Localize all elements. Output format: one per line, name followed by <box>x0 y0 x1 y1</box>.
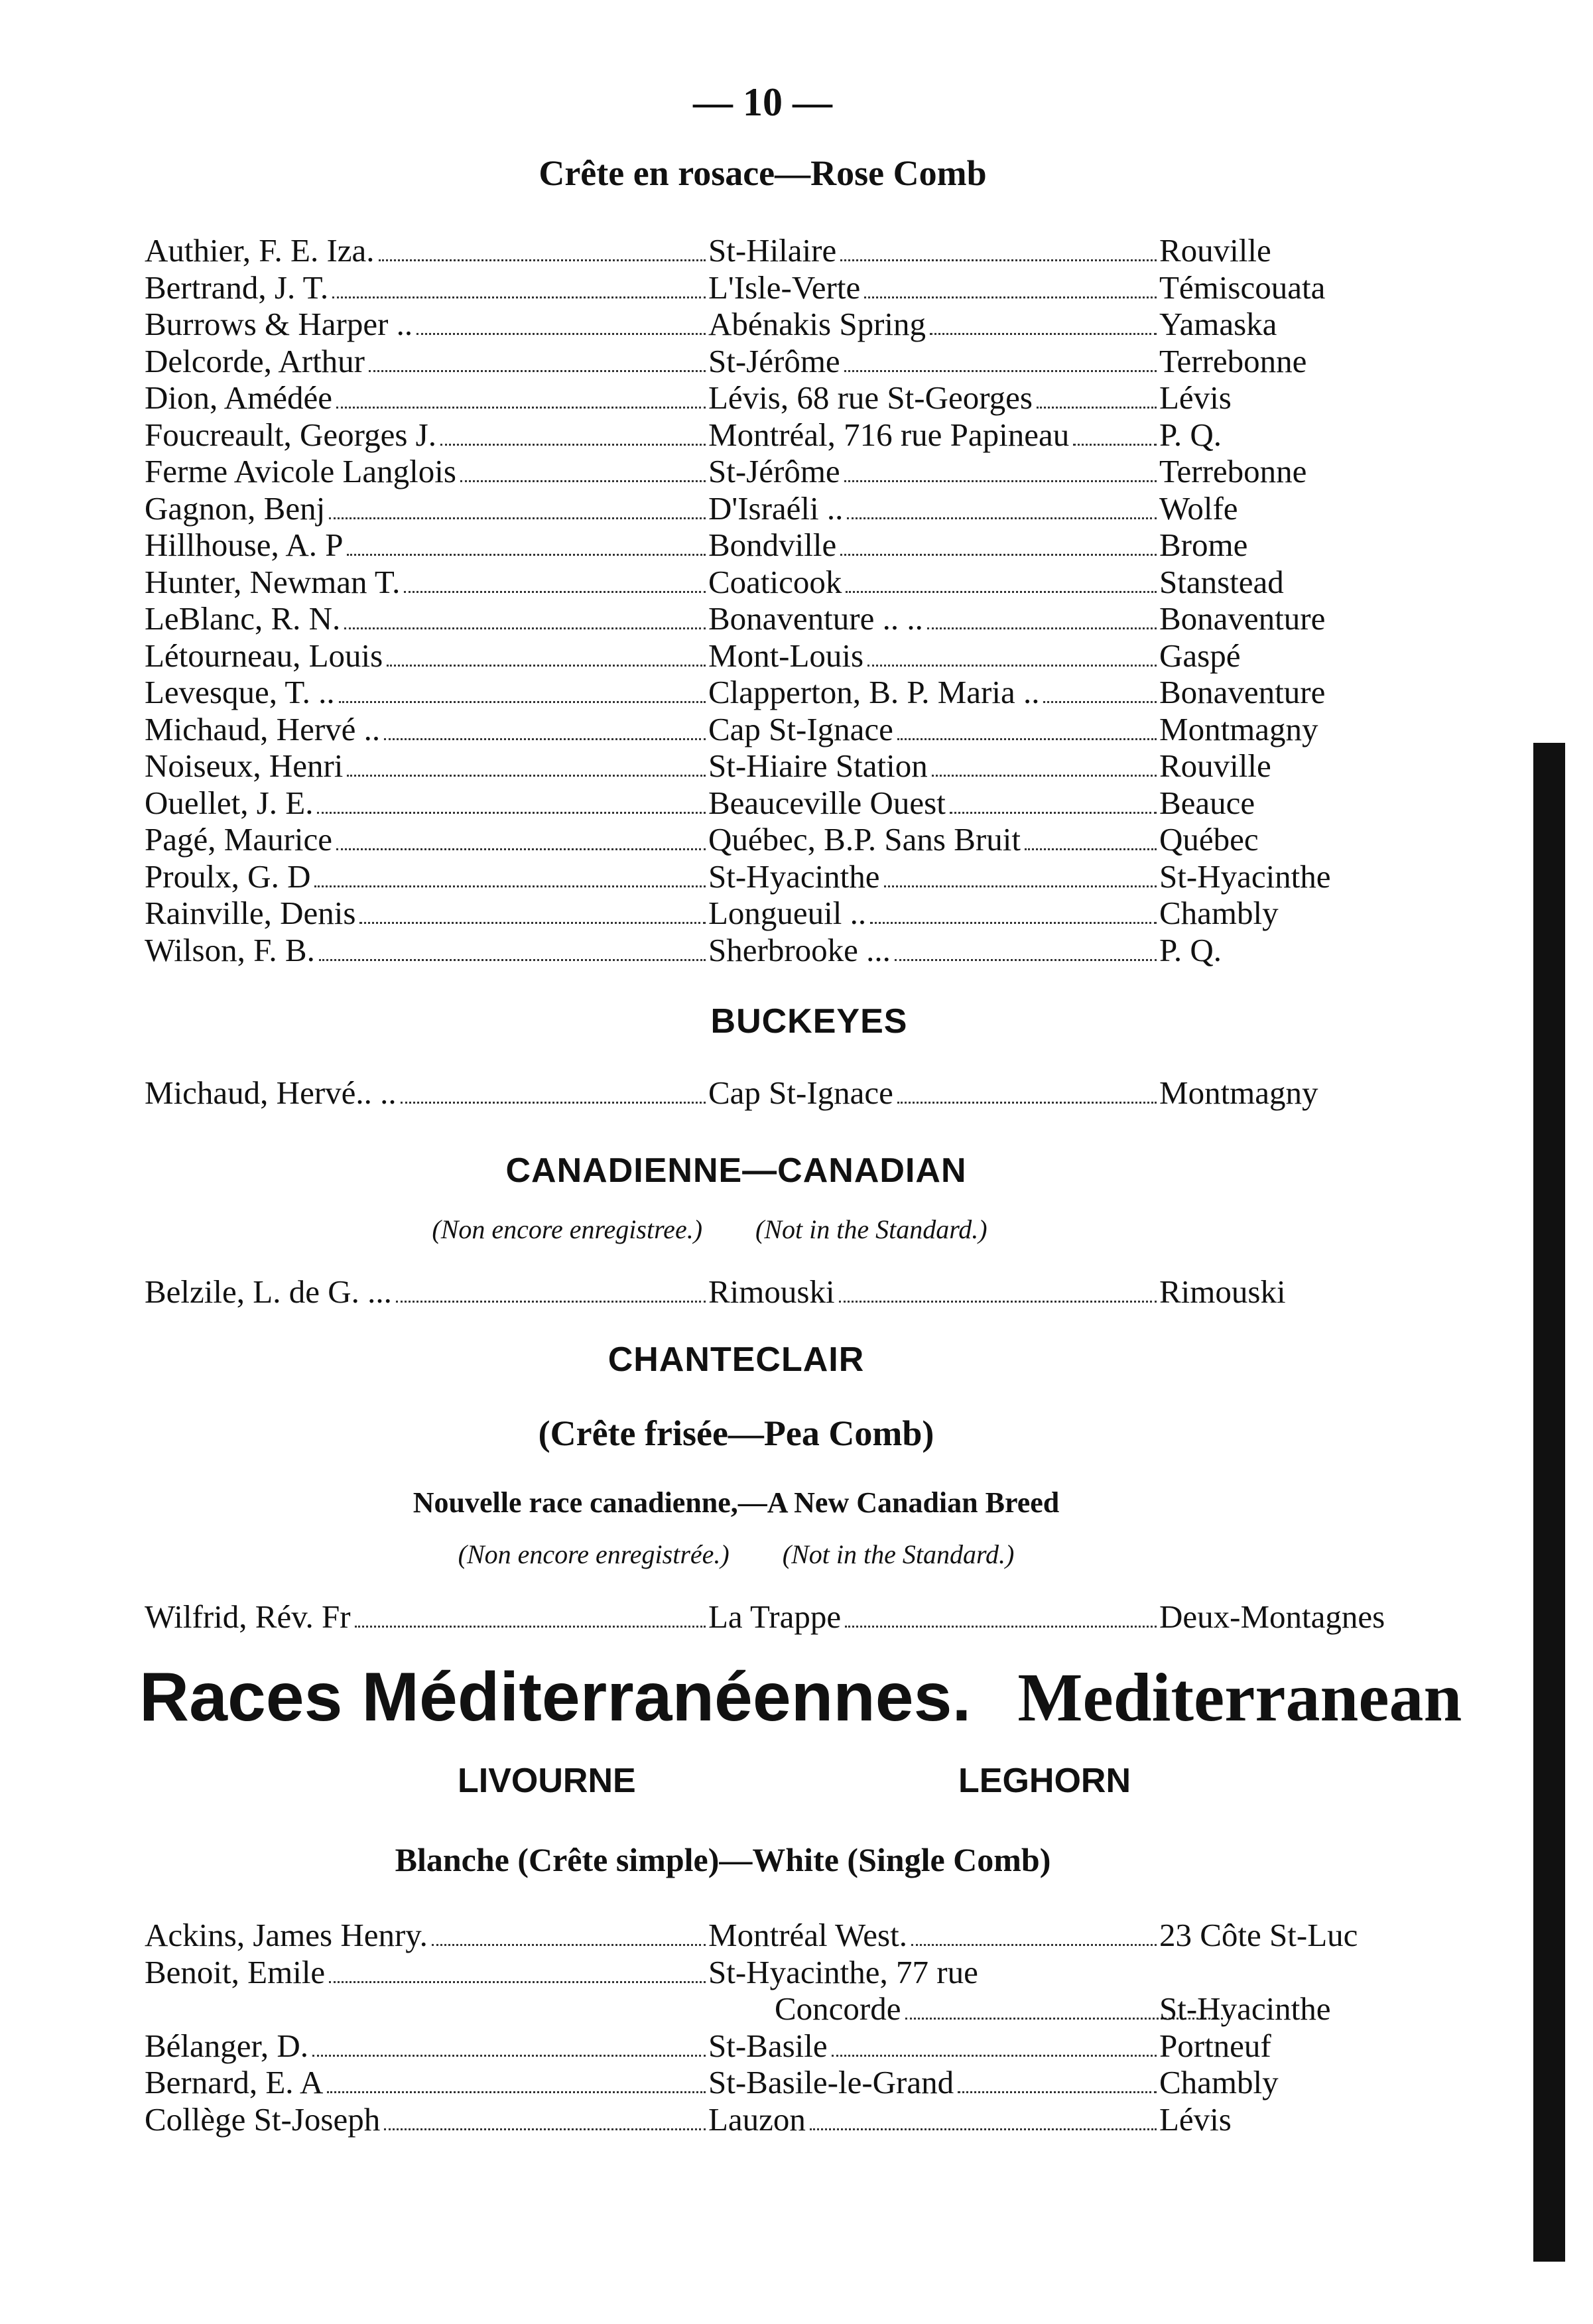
breeder-name: Belzile, L. de G. ... <box>145 1273 708 1311</box>
breeder-place: St-Hyacinthe <box>708 858 1159 895</box>
directory-row <box>145 1074 1444 1112</box>
breeder-name: Pagé, Maurice <box>145 821 708 858</box>
buckeyes-heading: BUCKEYES <box>710 1002 908 1041</box>
breeder-county: Brome <box>1159 527 1248 563</box>
chanteclair-breed-line: Nouvelle race canadienne,—A New Canadian Breed <box>413 1486 1060 1519</box>
directory-row <box>145 1598 1444 1636</box>
scan-edge-bar <box>1533 743 1565 2262</box>
breeder-name: Wilson, F. B. <box>145 932 708 969</box>
directory-row <box>145 747 1444 785</box>
breeder-place: Bondville <box>708 527 1159 564</box>
breeder-name: Ferme Avicole Langlois <box>145 453 708 490</box>
breeder-place: Concorde <box>708 1990 1226 2028</box>
breeder-place: Clapperton, B. P. Maria .. <box>708 674 1159 711</box>
breeder-county: Chambly <box>1159 2064 1279 2100</box>
breeder-place: Lévis, 68 rue St-Georges <box>708 379 1159 417</box>
directory-row <box>145 453 1444 490</box>
breeder-place: Coaticook <box>708 564 1159 601</box>
breeder-name: Wilfrid, Rév. Fr <box>145 1598 708 1636</box>
breeder-county: Wolfe <box>1159 489 1238 527</box>
chanteclair-note <box>0 1539 1499 1570</box>
breeder-county: Rimouski <box>1159 1273 1286 1310</box>
breeder-place: La Trappe <box>708 1598 1159 1636</box>
directory-row <box>145 269 1444 306</box>
breeder-place: Cap St-Ignace <box>708 711 1159 748</box>
breeder-name: Benoit, Emile <box>145 1954 708 1991</box>
breeder-place: Québec, B.P. Sans Bruit <box>708 821 1159 858</box>
directory-row <box>145 417 1444 454</box>
directory-row <box>145 2101 1444 2138</box>
directory-row <box>145 711 1444 748</box>
breeder-place: St-Hyacinthe, 77 rue <box>708 1953 978 1990</box>
directory-row <box>145 2064 1444 2101</box>
leghorn-variety: Blanche (Crête simple)—White (Single Comb) <box>395 1841 1051 1878</box>
directory-row <box>145 932 1444 969</box>
directory-row <box>145 343 1444 380</box>
breeder-county: Gaspé <box>1159 637 1241 674</box>
breed-french: LIVOURNE <box>458 1762 636 1800</box>
breeder-name: Bélanger, D. <box>145 2028 708 2065</box>
leghorn-list <box>145 1917 1444 2138</box>
breed-english: LEGHORN <box>958 1762 1131 1800</box>
breeder-name: LeBlanc, R. N. <box>145 600 708 637</box>
page-number: — 10 — <box>693 80 832 124</box>
breeder-place: Rimouski <box>708 1273 1159 1311</box>
breeder-name: Michaud, Hervé .. <box>145 711 708 748</box>
chanteclair-heading: CHANTECLAIR <box>607 1340 865 1379</box>
directory-row <box>145 306 1444 343</box>
directory-row <box>145 895 1444 932</box>
breeder-place: Mont-Louis <box>708 637 1159 675</box>
breeder-place: Bonaventure .. .. <box>708 600 1159 637</box>
breeder-name: Hillhouse, A. P <box>145 527 708 564</box>
breeder-county: Lévis <box>1159 379 1232 416</box>
directory-row <box>145 527 1444 564</box>
breeder-name: Levesque, T. .. <box>145 674 708 711</box>
breeder-name: Gagnon, Benj <box>145 490 708 527</box>
directory-row <box>145 232 1444 269</box>
breeder-county: Montmagny <box>1159 1074 1318 1111</box>
title-french: Races Méditerranéennes. <box>139 1659 972 1736</box>
breeder-county: Témiscouata <box>1159 269 1326 306</box>
directory-row <box>145 637 1444 675</box>
breeder-place: Longueuil .. <box>708 895 1159 932</box>
directory-row <box>145 674 1444 711</box>
breeder-place: Beauceville Ouest <box>708 785 1159 822</box>
note-english: (Not in the Standard.) <box>782 1539 1015 1569</box>
directory-row <box>145 785 1444 822</box>
chanteclair-list <box>145 1598 1444 1636</box>
breeder-place: Lauzon <box>708 2101 1159 2138</box>
breeder-name: Michaud, Hervé.. .. <box>145 1074 708 1112</box>
rose-comb-list <box>145 232 1444 968</box>
breeder-name: Delcorde, Arthur <box>145 343 708 380</box>
directory-row <box>145 1273 1444 1311</box>
breeder-county: Lévis <box>1159 2100 1232 2138</box>
mediterranean-title <box>139 1658 1532 1737</box>
breeder-county: Rouville <box>1159 747 1271 784</box>
breeder-place: St-Hilaire <box>708 232 1159 269</box>
breeder-place: D'Israéli .. <box>708 490 1159 527</box>
note-english: (Not in the Standard.) <box>755 1214 988 1244</box>
directory-row <box>145 858 1444 895</box>
breeder-place: Montréal West. <box>708 1917 1159 1954</box>
rose-comb-heading: Crête en rosace—Rose Comb <box>539 153 987 193</box>
breeder-county: Yamaska <box>1159 306 1277 342</box>
directory-row <box>145 379 1444 417</box>
breeder-county: Terrebonne <box>1159 453 1307 489</box>
breeder-name: Létourneau, Louis <box>145 637 708 675</box>
directory-row <box>145 1954 1444 1991</box>
breeder-county: St-Hyacinthe <box>1159 858 1331 895</box>
breeder-name: Noiseux, Henri <box>145 747 708 785</box>
breeder-place: St-Basile <box>708 2028 1159 2065</box>
breeder-county: Québec <box>1159 821 1259 858</box>
canadienne-heading: CANADIENNE—CANADIAN <box>505 1151 967 1190</box>
breeder-name: Ackins, James Henry. <box>145 1917 708 1954</box>
breeder-name: Hunter, Newman T. <box>145 564 708 601</box>
breeder-name: Authier, F. E. Iza. <box>145 232 708 269</box>
breeder-county: P. Q. <box>1159 931 1222 968</box>
note-french: (Non encore enregistrée.) <box>458 1539 730 1569</box>
directory-row <box>145 1990 1444 2028</box>
breeder-place: Abénakis Spring <box>708 306 1159 343</box>
breeder-name: Rainville, Denis <box>145 895 708 932</box>
title-english: Mediterranean <box>1017 1659 1462 1736</box>
directory-row <box>145 564 1444 601</box>
breeder-name: Bernard, E. A <box>145 2064 708 2101</box>
breeder-county: Deux-Montagnes <box>1159 1598 1385 1635</box>
directory-row <box>145 600 1444 637</box>
breeder-name: Dion, Amédée <box>145 379 708 417</box>
directory-row <box>145 2028 1444 2065</box>
breeder-county: 23 Côte St-Luc <box>1159 1917 1358 1953</box>
breeder-county: Montmagny <box>1159 710 1318 747</box>
breeder-county: Bonaventure <box>1159 600 1326 637</box>
breeder-place: L'Isle-Verte <box>708 269 1159 306</box>
breeder-name: Ouellet, J. E. <box>145 785 708 822</box>
breeder-place: Cap St-Ignace <box>708 1074 1159 1112</box>
canadienne-note <box>0 1214 1472 1245</box>
breeder-place: St-Jérôme <box>708 453 1159 490</box>
breeder-place: St-Jérôme <box>708 343 1159 380</box>
breeder-county: Beauce <box>1159 784 1255 821</box>
breeder-county: P. Q. <box>1159 416 1222 453</box>
breeder-name: Foucreault, Georges J. <box>145 417 708 454</box>
buckeyes-list <box>145 1074 1444 1112</box>
breeder-place: St-Basile-le-Grand <box>708 2064 1159 2101</box>
breeder-county: Terrebonne <box>1159 342 1307 379</box>
breeder-name: Burrows & Harper .. <box>145 306 708 343</box>
breeder-place: St-Hiaire Station <box>708 747 1159 785</box>
directory-row <box>145 1917 1444 1954</box>
breeder-county: Bonaventure <box>1159 674 1326 710</box>
breeder-name: Bertrand, J. T. <box>145 269 708 306</box>
breeder-county: St-Hyacinthe <box>1159 1990 1331 2027</box>
breeder-place: Sherbrooke ... <box>708 932 1159 969</box>
breeder-county: Stanstead <box>1159 563 1284 600</box>
chanteclair-subheading: (Crête frisée—Pea Comb) <box>538 1413 934 1453</box>
breeder-place: Montréal, 716 rue Papineau <box>708 417 1159 454</box>
directory-row <box>145 821 1444 858</box>
directory-row <box>145 490 1444 527</box>
breeder-name: Proulx, G. D <box>145 858 708 895</box>
breeder-county: Chambly <box>1159 895 1279 931</box>
breeder-county: Rouville <box>1159 232 1271 269</box>
note-french: (Non encore enregistree.) <box>432 1214 703 1244</box>
canadienne-list <box>145 1273 1444 1311</box>
breeder-county: Portneuf <box>1159 2027 1271 2064</box>
breeder-name: Collège St-Joseph <box>145 2101 708 2138</box>
